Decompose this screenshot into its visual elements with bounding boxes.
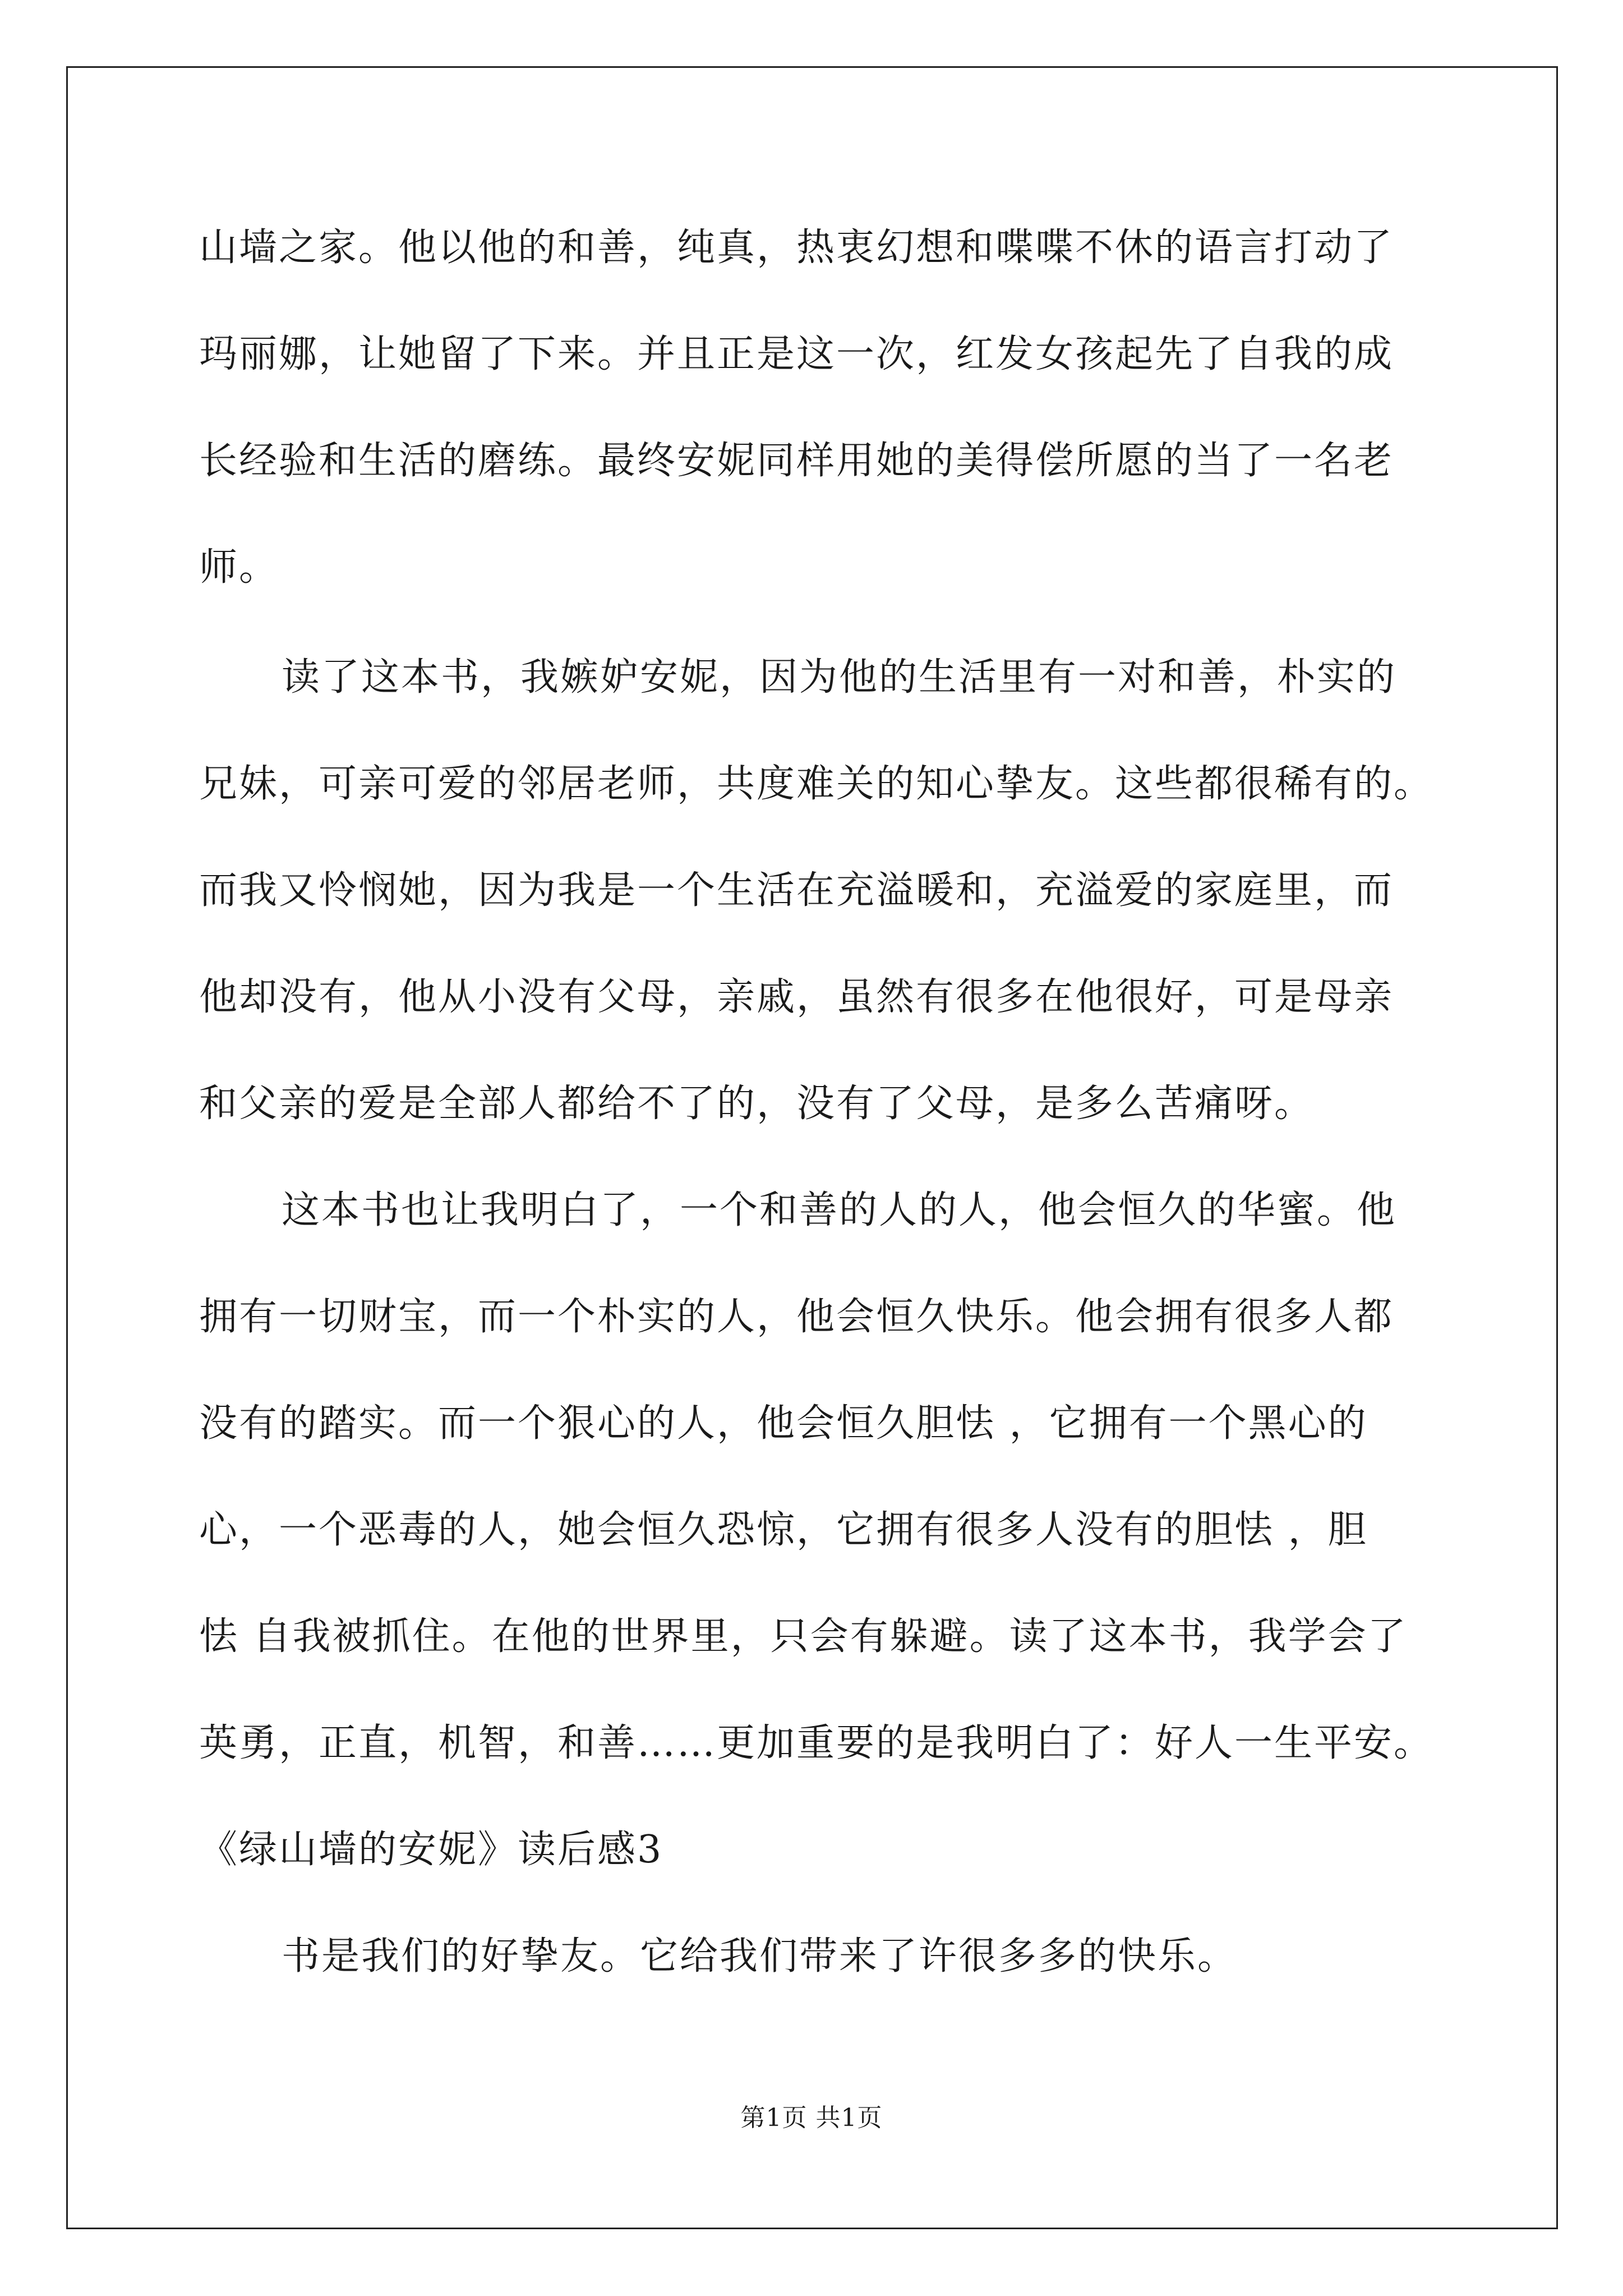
text-line: 他却没有，他从小没有父母，亲戚，虽然有很多在他很好，可是母亲	[199, 975, 1394, 1019]
text-line: 怯 自我被抓住。在他的世界里，只会有躲避。读了这本书，我学会了	[199, 1614, 1408, 1659]
text-line: 山墙之家。他以他的和善，纯真，热衷幻想和喋喋不休的语言打动了	[199, 226, 1394, 270]
paragraph-first-line: 这本书也让我明白了，一个和善的人的人，他会恒久的华蜜。他	[282, 1188, 1397, 1232]
text-line: 拥有一切财宝，而一个朴实的人，他会恒久快乐。他会拥有很多人都	[199, 1295, 1394, 1339]
text-line: 英勇，正直，机智，和善……更加重要的是我明白了：好人一生平安。	[199, 1721, 1434, 1765]
text-line: 和父亲的爱是全部人都给不了的，没有了父母，是多么苦痛呀。	[199, 1082, 1315, 1126]
text-line: 兄妹，可亲可爱的邻居老师，共度难关的知心挚友。这些都很稀有的。	[199, 762, 1434, 806]
text-line: 没有的踏实。而一个狠心的人，他会恒久胆怯 ，它拥有一个黑心的	[199, 1401, 1368, 1446]
text-line: 心，一个恶毒的人，她会恒久恐惊，它拥有很多人没有的胆怯 ，胆	[199, 1508, 1368, 1552]
section-title: 《绿山墙的安妮》读后感3	[199, 1828, 663, 1872]
page-number-footer: 第1页 共1页	[740, 2104, 883, 2132]
page-border	[66, 66, 1558, 2229]
text-line: 长经验和生活的磨练。最终安妮同样用她的美得偿所愿的当了一名老	[199, 439, 1394, 483]
text-line: 而我又怜悯她，因为我是一个生活在充溢暖和，充溢爱的家庭里，而	[199, 868, 1394, 913]
text-line: 玛丽娜，让她留了下来。并且正是这一次，红发女孩起先了自我的成	[199, 332, 1394, 376]
paragraph-first-line: 读了这本书，我嫉妒安妮，因为他的生活里有一对和善，朴实的	[282, 655, 1397, 700]
paragraph-first-line: 书是我们的好挚友。它给我们带来了许很多多的快乐。	[282, 1934, 1238, 1978]
text-line: 师。	[199, 545, 279, 590]
